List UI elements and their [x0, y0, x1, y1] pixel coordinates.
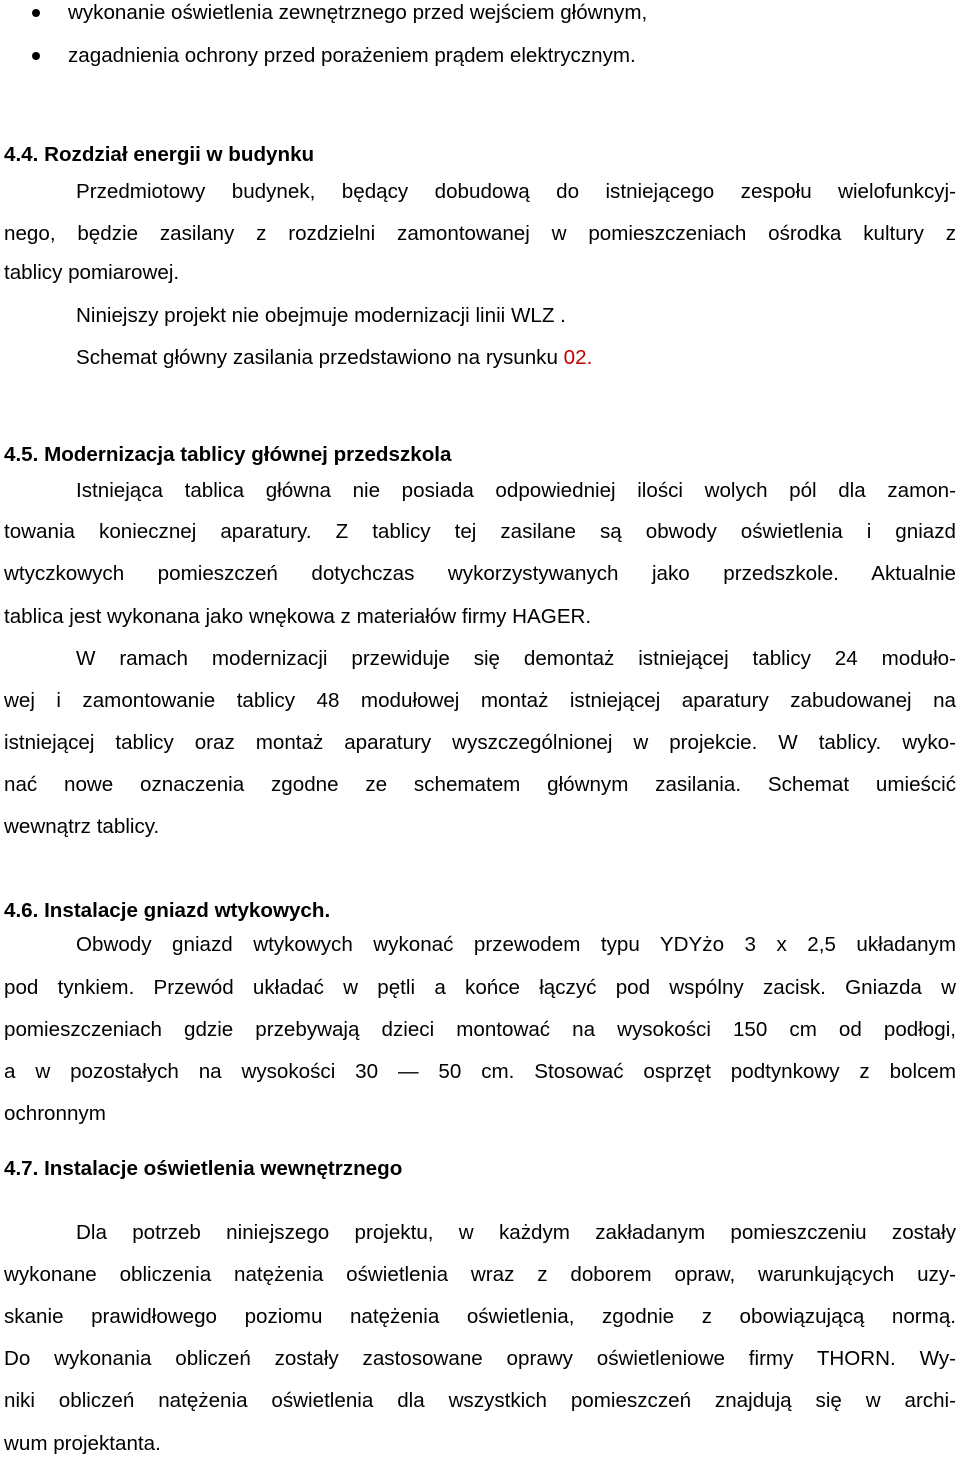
- paragraph-line: niki obliczeń natężenia oświetlenia dla wszystkich pomieszczeń znajdują się w archi-: [4, 1389, 956, 1412]
- section-heading: 4.4. Rozdział energii w budynku: [4, 143, 315, 166]
- paragraph-line: Do wykonania obliczeń zostały zastosowane oprawy oświetleniowe firmy THORN. Wy-: [4, 1347, 956, 1370]
- paragraph-line: W ramach modernizacji przewiduje się demontaż istniejącej tablicy 24 moduło-: [76, 647, 956, 670]
- paragraph-line: wej i zamontowanie tablicy 48 modułowej montaż istniejącej aparatury zabudowanej na: [4, 689, 956, 712]
- paragraph-line: Obwody gniazd wtykowych wykonać przewodem typu YDYżo 3 x 2,5 układanym: [76, 933, 956, 956]
- paragraph-line: istniejącej tablicy oraz montaż aparatury wyszczególnionej w projekcie. W tablicy. wyko-: [4, 731, 956, 754]
- paragraph-line: [76, 346, 592, 370]
- paragraph-line: tablica jest wykonana jako wnękowa z materiałów firmy HAGER.: [4, 605, 592, 628]
- paragraph-line: ochronnym: [4, 1102, 106, 1125]
- paragraph-line: pomieszczeniach gdzie przebywają dzieci montować na wysokości 150 cm od podłogi,: [4, 1018, 956, 1041]
- bullet-text: wykonanie oświetlenia zewnętrznego przed wejściem głównym,: [68, 1, 648, 24]
- figure-reference: 02.: [563, 346, 593, 369]
- paragraph-line: nego, będzie zasilany z rozdzielni zamontowanej w pomieszczeniach ośrodka kultury z: [4, 222, 956, 245]
- paragraph-line: wum projektanta.: [4, 1432, 161, 1455]
- paragraph-line: Istniejąca tablica główna nie posiada odpowiedniej ilości wolych pól dla zamon-: [76, 479, 956, 502]
- bullet-icon: [32, 52, 40, 60]
- paragraph-line: wewnątrz tablicy.: [4, 815, 160, 838]
- section-heading: 4.6. Instalacje gniazd wtykowych.: [4, 899, 331, 922]
- section-heading: 4.5. Modernizacja tablicy głównej przedszkola: [4, 443, 452, 466]
- paragraph-line: Niniejszy projekt nie obejmuje modernizacji linii WLZ .: [76, 304, 566, 327]
- paragraph-line: wykonane obliczenia natężenia oświetlenia wraz z doborem opraw, warunkujących uzy-: [4, 1263, 956, 1286]
- bullet-icon: [32, 9, 40, 17]
- section-heading: 4.7. Instalacje oświetlenia wewnętrznego: [4, 1157, 403, 1180]
- bullet-text: zagadnienia ochrony przed porażeniem prądem elektrycznym.: [68, 44, 636, 67]
- paragraph-line: pod tynkiem. Przewód układać w pętli a końce łączyć pod wspólny zacisk. Gniazda w: [4, 976, 956, 999]
- paragraph-line: towania koniecznej aparatury. Z tablicy tej zasilane są obwody oświetlenia i gniazd: [4, 520, 956, 543]
- paragraph-line: Dla potrzeb niniejszego projektu, w każdym zakładanym pomieszczeniu zostały: [76, 1221, 956, 1244]
- paragraph-line: nać nowe oznaczenia zgodne ze schematem głównym zasilania. Schemat umieścić: [4, 773, 956, 796]
- paragraph-line: skanie prawidłowego poziomu natężenia oświetlenia, zgodnie z obowiązującą normą.: [4, 1305, 956, 1328]
- paragraph-line: Przedmiotowy budynek, będący dobudową do istniejącego zespołu wielofunkcyj-: [76, 180, 956, 203]
- paragraph-line: wtyczkowych pomieszczeń dotychczas wykorzystywanych jako przedszkole. Aktualnie: [4, 562, 956, 585]
- paragraph-text: Schemat główny zasilania przedstawiono na rysunku: [76, 346, 564, 369]
- paragraph-line: a w pozostałych na wysokości 30 — 50 cm. Stosować osprzęt podtynkowy z bolcem: [4, 1060, 956, 1083]
- paragraph-line: tablicy pomiarowej.: [4, 261, 180, 284]
